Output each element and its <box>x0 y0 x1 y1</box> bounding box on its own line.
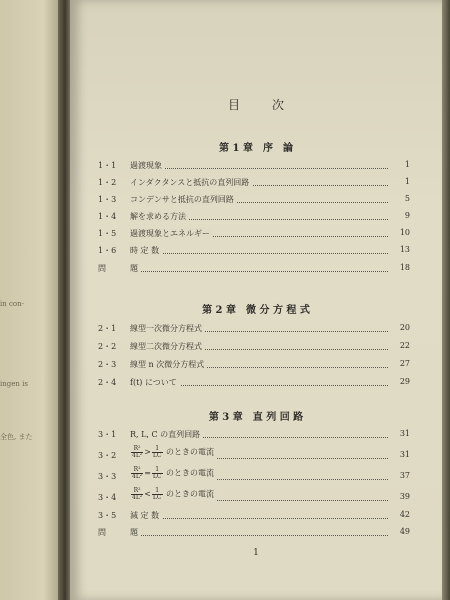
entry-number: 3・1 <box>98 430 117 439</box>
entry-title: コンデンサと抵抗の直列回路 <box>130 194 237 205</box>
fraction: $\frac{\text{R²}}{\text{4L²}}$ <box>132 487 143 501</box>
entry-number: 3・2 <box>98 451 117 460</box>
entry-number: 1・1 <box>98 161 117 170</box>
toc-entry <box>98 527 410 539</box>
toc-entry <box>98 359 410 371</box>
toc-entry <box>98 263 410 275</box>
entry-number: 3・4 <box>98 493 117 502</box>
toc-entry <box>98 377 410 389</box>
toc-entry <box>98 194 410 206</box>
fraction: $\frac{\text{R²}}{\text{4L²}}$ <box>132 445 143 459</box>
toc-entry <box>98 228 410 240</box>
entry-page: 31 <box>399 450 410 459</box>
contents-page <box>70 0 442 600</box>
relation-symbol: < <box>144 489 151 499</box>
entry-page: 1 <box>404 177 410 186</box>
entry-page: 27 <box>399 359 410 368</box>
entry-number: 2・3 <box>98 360 117 369</box>
facing-page-fragment: 全色, また <box>0 433 33 441</box>
chapter-heading: 第 2 章 微 分 方 程 式 <box>202 305 310 316</box>
page-edge <box>442 0 450 600</box>
entry-title: $\frac{\text{R²}}{\text{4L²}}$ = $\frac{1}{LC}$ のときの電流 <box>130 467 217 480</box>
entry-title: $\frac{\text{R²}}{\text{4L²}}$ < $\frac{1}{LC}$ のときの電流 <box>130 488 217 501</box>
entry-page: 29 <box>399 377 410 386</box>
entry-page: 42 <box>399 510 410 519</box>
entry-title: R, L, C の直列回路 <box>130 429 203 440</box>
entry-title: f(t) について <box>130 377 180 388</box>
chapter-heading: 第 3 章 直 列 回 路 <box>208 412 304 423</box>
entry-page: 18 <box>399 263 410 272</box>
facing-page <box>0 0 62 600</box>
entry-number: 3・3 <box>98 472 117 481</box>
entry-title: 線型一次微分方程式 <box>130 323 205 334</box>
entry-page: 49 <box>399 527 410 536</box>
entry-number: 2・4 <box>98 378 117 387</box>
entry-page: 39 <box>399 492 410 501</box>
relation-symbol: = <box>144 468 151 478</box>
entry-number: 1・5 <box>98 229 117 238</box>
entry-page: 13 <box>399 245 410 254</box>
entry-title: 解を求める方法 <box>130 211 189 222</box>
relation-symbol: > <box>144 447 151 457</box>
entry-page: 20 <box>399 323 410 332</box>
entry-number: 問 <box>98 264 106 273</box>
chapter-heading: 第 1 章 序 論 <box>219 143 293 154</box>
entry-title: 過渡現象とエネルギー <box>130 228 213 239</box>
entry-page: 1 <box>404 160 410 169</box>
toc-entry <box>98 466 410 483</box>
entry-number: 1・4 <box>98 212 117 221</box>
facing-page-fragment: in con- <box>0 300 24 308</box>
fraction: $\frac{1}{LC}$ <box>152 445 162 459</box>
entry-title: 時 定 数 <box>130 245 162 256</box>
toc-entry <box>98 429 410 441</box>
facing-page-fragment: ingen is <box>0 380 28 388</box>
entry-page: 10 <box>399 228 410 237</box>
entry-page: 5 <box>404 194 410 203</box>
toc-entry <box>98 341 410 353</box>
entry-number: 1・2 <box>98 178 117 187</box>
toc-entry <box>98 510 410 522</box>
entry-number: 1・3 <box>98 195 117 204</box>
toc-entry <box>98 245 410 257</box>
entry-title: 減 定 数 <box>130 510 162 521</box>
entry-number: 2・1 <box>98 324 117 333</box>
entry-title: 過渡現象 <box>130 160 165 171</box>
toc-entry <box>98 160 410 172</box>
entry-title: 題 <box>130 263 141 274</box>
entry-number: 3・5 <box>98 511 117 520</box>
entry-page: 22 <box>399 341 410 350</box>
page-number: 1 <box>253 548 259 558</box>
fraction: $\frac{1}{LC}$ <box>152 487 162 501</box>
entry-page: 9 <box>404 211 410 220</box>
entry-number: 2・2 <box>98 342 117 351</box>
toc-entry <box>98 487 410 504</box>
entry-title: インダクタンスと抵抗の直列回路 <box>130 177 252 188</box>
entry-number: 1・6 <box>98 246 117 255</box>
entry-number: 問 <box>98 528 106 537</box>
entry-title: 題 <box>130 527 141 538</box>
toc-entry <box>98 211 410 223</box>
page-title: 目次 <box>227 98 316 112</box>
entry-title: 線型 n 次微分方程式 <box>130 359 207 370</box>
entry-title: 線型二次微分方程式 <box>130 341 205 352</box>
toc-entry <box>98 177 410 189</box>
toc-entry <box>98 445 410 462</box>
toc-entry <box>98 323 410 335</box>
fraction: $\frac{\text{R²}}{\text{4L²}}$ <box>132 466 143 480</box>
entry-title: $\frac{\text{R²}}{\text{4L²}}$ > $\frac{1}{LC}$ のときの電流 <box>130 446 217 459</box>
fraction: $\frac{1}{LC}$ <box>152 466 162 480</box>
entry-page: 31 <box>399 429 410 438</box>
entry-page: 37 <box>399 471 410 480</box>
